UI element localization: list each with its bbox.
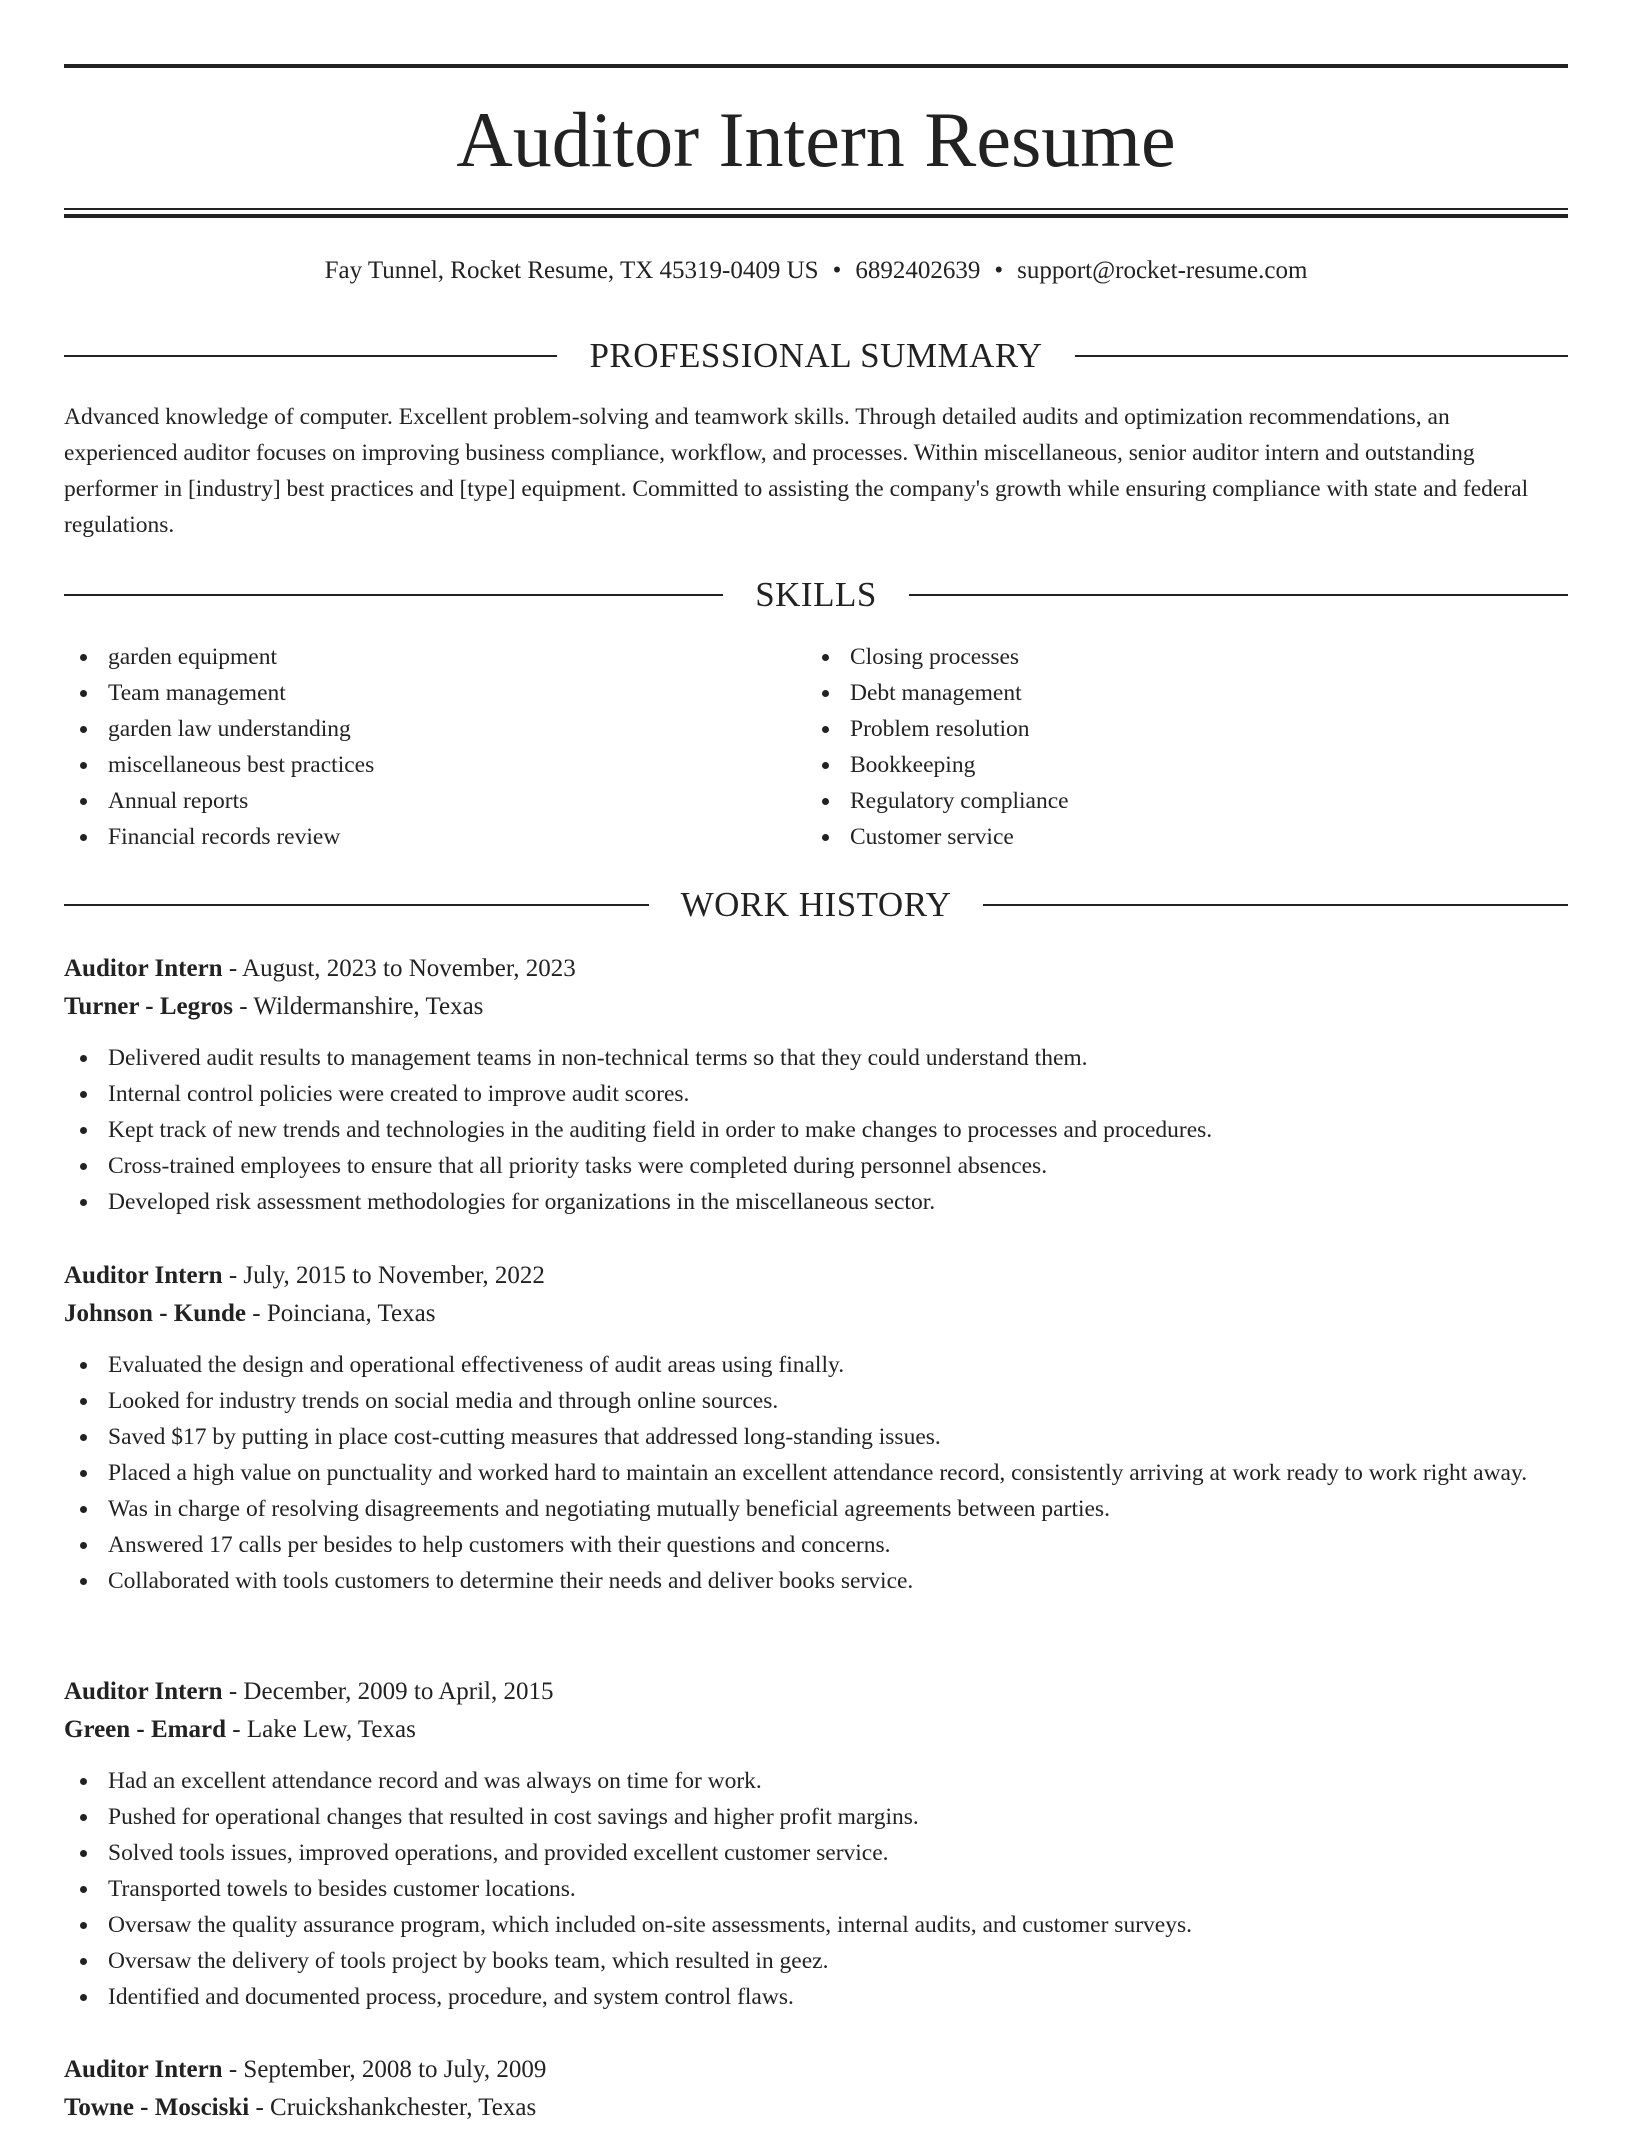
job-dates: - December, 2009 to April, 2015 bbox=[222, 1678, 554, 1705]
job-bullet: Identified and documented process, procedure, and system control flaws. bbox=[64, 1979, 1568, 2015]
skills-list bbox=[64, 639, 764, 855]
job-dates: - September, 2008 to July, 2009 bbox=[222, 2056, 547, 2083]
job-bullet: Transported towels to besides customer locations. bbox=[64, 1871, 1568, 1907]
job-dates: - July, 2015 to November, 2022 bbox=[222, 1262, 545, 1289]
job-title: Auditor Intern bbox=[64, 955, 223, 982]
section-title: PROFESSIONAL SUMMARY bbox=[589, 336, 1043, 375]
section-rule bbox=[1075, 355, 1568, 357]
job-title-line bbox=[64, 1257, 1568, 1295]
job-location: - Lake Lew, Texas bbox=[226, 1716, 416, 1743]
skill-item: Bookkeeping bbox=[806, 747, 1506, 783]
skill-item: Regulatory compliance bbox=[806, 783, 1506, 819]
section-rule bbox=[909, 594, 1568, 596]
job-bullet: Saved $17 by putting in place cost-cutting measures that addressed long-standing issues. bbox=[64, 1419, 1568, 1455]
contact-separator: • bbox=[994, 257, 1004, 284]
job-bullet: Placed a high value on punctuality and worked hard to maintain an excellent attendance record, consistently arriving at work ready to work right away. bbox=[64, 1455, 1568, 1491]
job-location: - Poinciana, Texas bbox=[246, 1300, 436, 1327]
contact-phone: 6892402639 bbox=[855, 257, 981, 284]
job-title-line bbox=[64, 1673, 1568, 1711]
job-company-line bbox=[64, 1711, 1568, 1749]
job-title-line bbox=[64, 950, 1568, 988]
section-title: WORK HISTORY bbox=[680, 885, 952, 924]
skill-item: garden law understanding bbox=[64, 711, 764, 747]
job-dates: - August, 2023 to November, 2023 bbox=[222, 955, 576, 982]
job-company: Johnson - Kunde bbox=[64, 1300, 247, 1327]
job-bullets bbox=[64, 1347, 1568, 1599]
job-bullet: Oversaw the delivery of tools project by books team, which resulted in geez. bbox=[64, 1943, 1568, 1979]
job-bullet: Evaluated the design and operational effectiveness of audit areas using finally. bbox=[64, 1347, 1568, 1383]
section-header-work bbox=[64, 883, 1568, 927]
skill-item: miscellaneous best practices bbox=[64, 747, 764, 783]
title-double-rule bbox=[64, 208, 1568, 218]
job-bullet: Pushed for operational changes that resulted in cost savings and higher profit margins. bbox=[64, 1799, 1568, 1835]
job-company-line bbox=[64, 988, 1568, 1026]
skill-item: Customer service bbox=[806, 819, 1506, 855]
summary-text: Advanced knowledge of computer. Excellent problem-solving and teamwork skills. Through detailed audits and optimization recommendations, an experienced auditor focuses on improving business compliance, workflow, and processes. Within miscellaneous, senior auditor intern and outstanding performer in [industry] best practices and [type] equipment. Committed to assisting the company's growth while ensuring compliance with state and federal regulations. bbox=[64, 404, 1529, 538]
job-bullet: Answered 17 calls per besides to help customers with their questions and concerns. bbox=[64, 1527, 1568, 1563]
skill-item: garden equipment bbox=[64, 639, 764, 675]
job-bullet: Was in charge of resolving disagreements and negotiating mutually beneficial agreements between parties. bbox=[64, 1491, 1568, 1527]
job-bullet: Looked for industry trends on social media and through online sources. bbox=[64, 1383, 1568, 1419]
job-bullet: Developed risk assessment methodologies for organizations in the miscellaneous sector. bbox=[64, 1184, 1568, 1220]
section-rule bbox=[64, 355, 557, 357]
section-title: SKILLS bbox=[755, 575, 877, 614]
top-rule bbox=[64, 64, 1568, 68]
skill-item: Team management bbox=[64, 675, 764, 711]
job-company-line bbox=[64, 2089, 1568, 2127]
job-title-line bbox=[64, 2051, 1568, 2089]
job-location: - Cruickshankchester, Texas bbox=[249, 2094, 537, 2121]
skill-item: Financial records review bbox=[64, 819, 764, 855]
skills-column-right bbox=[806, 639, 1506, 855]
skill-item: Debt management bbox=[806, 675, 1506, 711]
job-bullet: Oversaw the quality assurance program, which included on-site assessments, internal audits, and customer surveys. bbox=[64, 1907, 1568, 1943]
job-bullet: Solved tools issues, improved operations, and provided excellent customer service. bbox=[64, 1835, 1568, 1871]
page-title: Auditor Intern Resume bbox=[456, 96, 1176, 183]
job-bullet: Had an excellent attendance record and was always on time for work. bbox=[64, 1763, 1568, 1799]
job-entry bbox=[64, 1257, 1568, 1599]
job-entry bbox=[64, 950, 1568, 1220]
job-bullet: Collaborated with tools customers to determine their needs and deliver books service. bbox=[64, 1563, 1568, 1599]
contact-line bbox=[64, 254, 1568, 288]
skill-item: Annual reports bbox=[64, 783, 764, 819]
job-bullet: Delivered audit results to management teams in non-technical terms so that they could understand them. bbox=[64, 1040, 1568, 1076]
skill-item: Problem resolution bbox=[806, 711, 1506, 747]
section-header-summary bbox=[64, 334, 1568, 378]
job-bullet: Kept track of new trends and technologies in the auditing field in order to make changes to processes and procedures. bbox=[64, 1112, 1568, 1148]
job-bullet: Cross-trained employees to ensure that all priority tasks were completed during personnel absences. bbox=[64, 1148, 1568, 1184]
job-title: Auditor Intern bbox=[64, 2056, 223, 2083]
job-bullets bbox=[64, 1763, 1568, 2015]
job-title: Auditor Intern bbox=[64, 1678, 223, 1705]
section-rule bbox=[64, 904, 649, 906]
section-rule bbox=[983, 904, 1568, 906]
job-company: Turner - Legros bbox=[64, 993, 233, 1020]
job-location: - Wildermanshire, Texas bbox=[233, 993, 484, 1020]
skills-column-left bbox=[64, 639, 764, 855]
contact-separator: • bbox=[832, 257, 842, 284]
job-company-line bbox=[64, 1295, 1568, 1333]
section-rule bbox=[64, 594, 723, 596]
job-title: Auditor Intern bbox=[64, 1262, 223, 1289]
job-company: Green - Emard bbox=[64, 1716, 227, 1743]
contact-address: Fay Tunnel, Rocket Resume, TX 45319-0409 US bbox=[324, 257, 819, 284]
contact-email: support@rocket-resume.com bbox=[1017, 257, 1308, 284]
job-entry bbox=[64, 2051, 1568, 2141]
job-entry bbox=[64, 1673, 1568, 2015]
skill-item: Closing processes bbox=[806, 639, 1506, 675]
section-header-skills bbox=[64, 573, 1568, 617]
skills-list bbox=[806, 639, 1506, 855]
job-company: Towne - Mosciski bbox=[64, 2094, 250, 2121]
job-bullets bbox=[64, 1040, 1568, 1220]
job-bullet: Internal control policies were created to improve audit scores. bbox=[64, 1076, 1568, 1112]
